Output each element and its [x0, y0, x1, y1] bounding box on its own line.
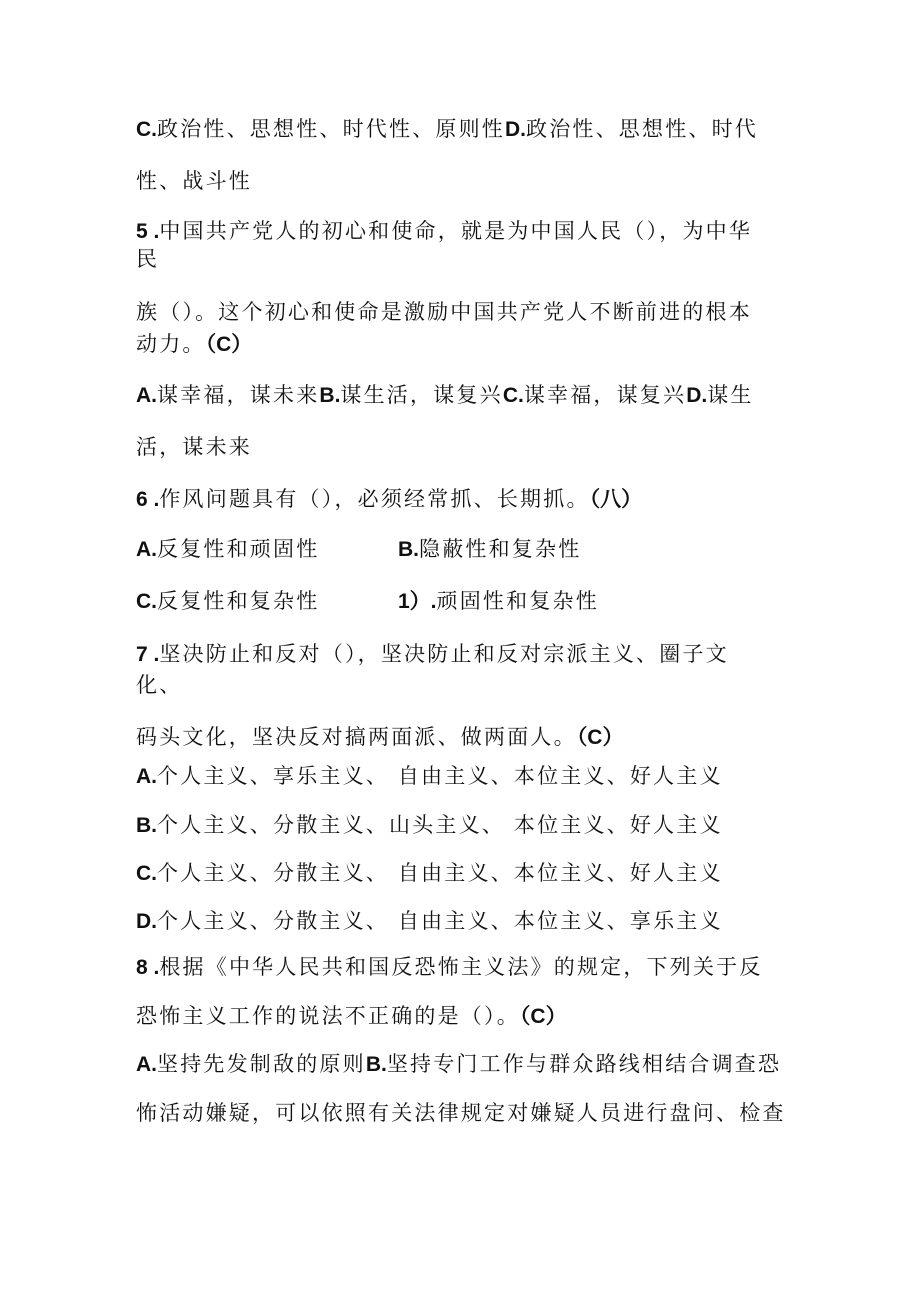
option-letter: A.	[136, 1053, 157, 1076]
answer-label: （八）	[589, 488, 643, 511]
text-line	[136, 539, 319, 560]
option-letter: D.	[136, 910, 157, 933]
text-line	[398, 539, 581, 560]
text-line	[136, 119, 758, 140]
option-letter: A.	[136, 384, 157, 407]
text-line	[136, 911, 723, 932]
answer-label: （C）	[519, 1005, 567, 1028]
option-text: 政治性、思想性、时代性、原则性	[157, 117, 505, 141]
question-text: 民	[136, 247, 160, 271]
text-line	[136, 675, 182, 696]
question-number: 5 .	[136, 220, 160, 243]
option-letter: B.	[136, 814, 157, 837]
text-line	[136, 249, 159, 270]
text-line	[398, 591, 599, 612]
option-letter: D.	[686, 384, 708, 407]
text-line	[136, 863, 723, 884]
text-line	[136, 815, 723, 836]
option-text: 个人主义、分散主义、 自由主义、本位主义、享乐主义	[157, 909, 723, 933]
question-text: 恐怖主义工作的说法不正确的是（）。	[136, 1004, 520, 1028]
option-text: 谋生活，谋复兴	[340, 383, 503, 407]
option-text: 谋生	[707, 383, 754, 407]
option-text: 谋幸福，谋复兴	[523, 383, 687, 407]
question-text: 动力。	[136, 332, 206, 356]
option-text: 活，谋未来	[136, 435, 252, 459]
text-line	[136, 171, 252, 192]
option-letter: B.	[319, 384, 341, 407]
option-letter: D.	[505, 118, 526, 141]
text-line	[136, 766, 723, 787]
answer-label: （C）	[205, 333, 253, 356]
question-number: 7 .	[136, 643, 160, 666]
question-number: 6 .	[136, 488, 160, 511]
question-text: 作风问题具有（），必须经常抓、长期抓。	[159, 487, 590, 511]
question-line	[136, 221, 752, 242]
option-letter: C.	[136, 862, 157, 885]
text-line	[136, 1054, 781, 1075]
option-letter: C.	[136, 590, 157, 613]
option-letter: C.	[502, 384, 524, 407]
question-text: 化、	[136, 673, 183, 697]
question-line	[136, 957, 763, 978]
question-number: 8 .	[136, 956, 160, 979]
text-line	[136, 727, 623, 748]
option-text: 反复性和顽固性	[157, 537, 320, 561]
question-line	[136, 489, 642, 510]
option-text: 个人主义、享乐主义、 自由主义、本位主义、好人主义	[157, 764, 723, 788]
option-text: 个人主义、分散主义、 自由主义、本位主义、好人主义	[157, 861, 723, 885]
text-line	[136, 302, 752, 323]
option-text: 顽固性和复杂性	[436, 589, 599, 613]
question-text: 族（）。这个初心和使命是激励中国共产党人不断前进的根本	[136, 300, 752, 324]
option-text: 坚持专门工作与群众路线相结合调查恐	[386, 1052, 782, 1076]
option-letter: B.	[365, 1053, 387, 1076]
text-line	[136, 334, 252, 355]
text-line	[136, 437, 252, 458]
question-text: 坚决防止和反对（），坚决防止和反对宗派主义、圈子文	[159, 642, 729, 666]
option-text: 个人主义、分散主义、山头主义、 本位主义、好人主义	[157, 813, 723, 837]
option-letter: A.	[136, 538, 157, 561]
option-letter: C.	[136, 118, 157, 141]
option-text: 政治性、思想性、时代	[526, 117, 758, 141]
text-line	[136, 1103, 786, 1124]
question-text: 码头文化，坚决反对搞两面派、做两面人。	[136, 725, 577, 749]
option-letter: B.	[398, 538, 419, 561]
question-text: 根据《中华人民共和国反恐怖主义法》的规定，下列关于反	[159, 955, 763, 979]
question-text: 中国共产党人的初心和使命，就是为中国人民（），为中华	[159, 219, 753, 243]
option-text: 反复性和复杂性	[157, 589, 320, 613]
option-text: 坚持先发制敌的原则	[157, 1052, 366, 1076]
option-text: 性、战斗性	[136, 169, 252, 193]
text-line	[136, 591, 319, 612]
option-letter: 1）.	[398, 590, 437, 613]
option-letter: A.	[136, 765, 157, 788]
question-line	[136, 644, 729, 665]
text-line	[136, 385, 754, 406]
option-text: 谋幸福，谋未来	[157, 383, 320, 407]
answer-label: （C）	[576, 726, 624, 749]
text-line	[136, 1006, 567, 1027]
option-text: 怖活动嫌疑，可以依照有关法律规定对嫌疑人员进行盘问、检查	[136, 1101, 786, 1125]
option-text: 隐蔽性和复杂性	[419, 537, 582, 561]
